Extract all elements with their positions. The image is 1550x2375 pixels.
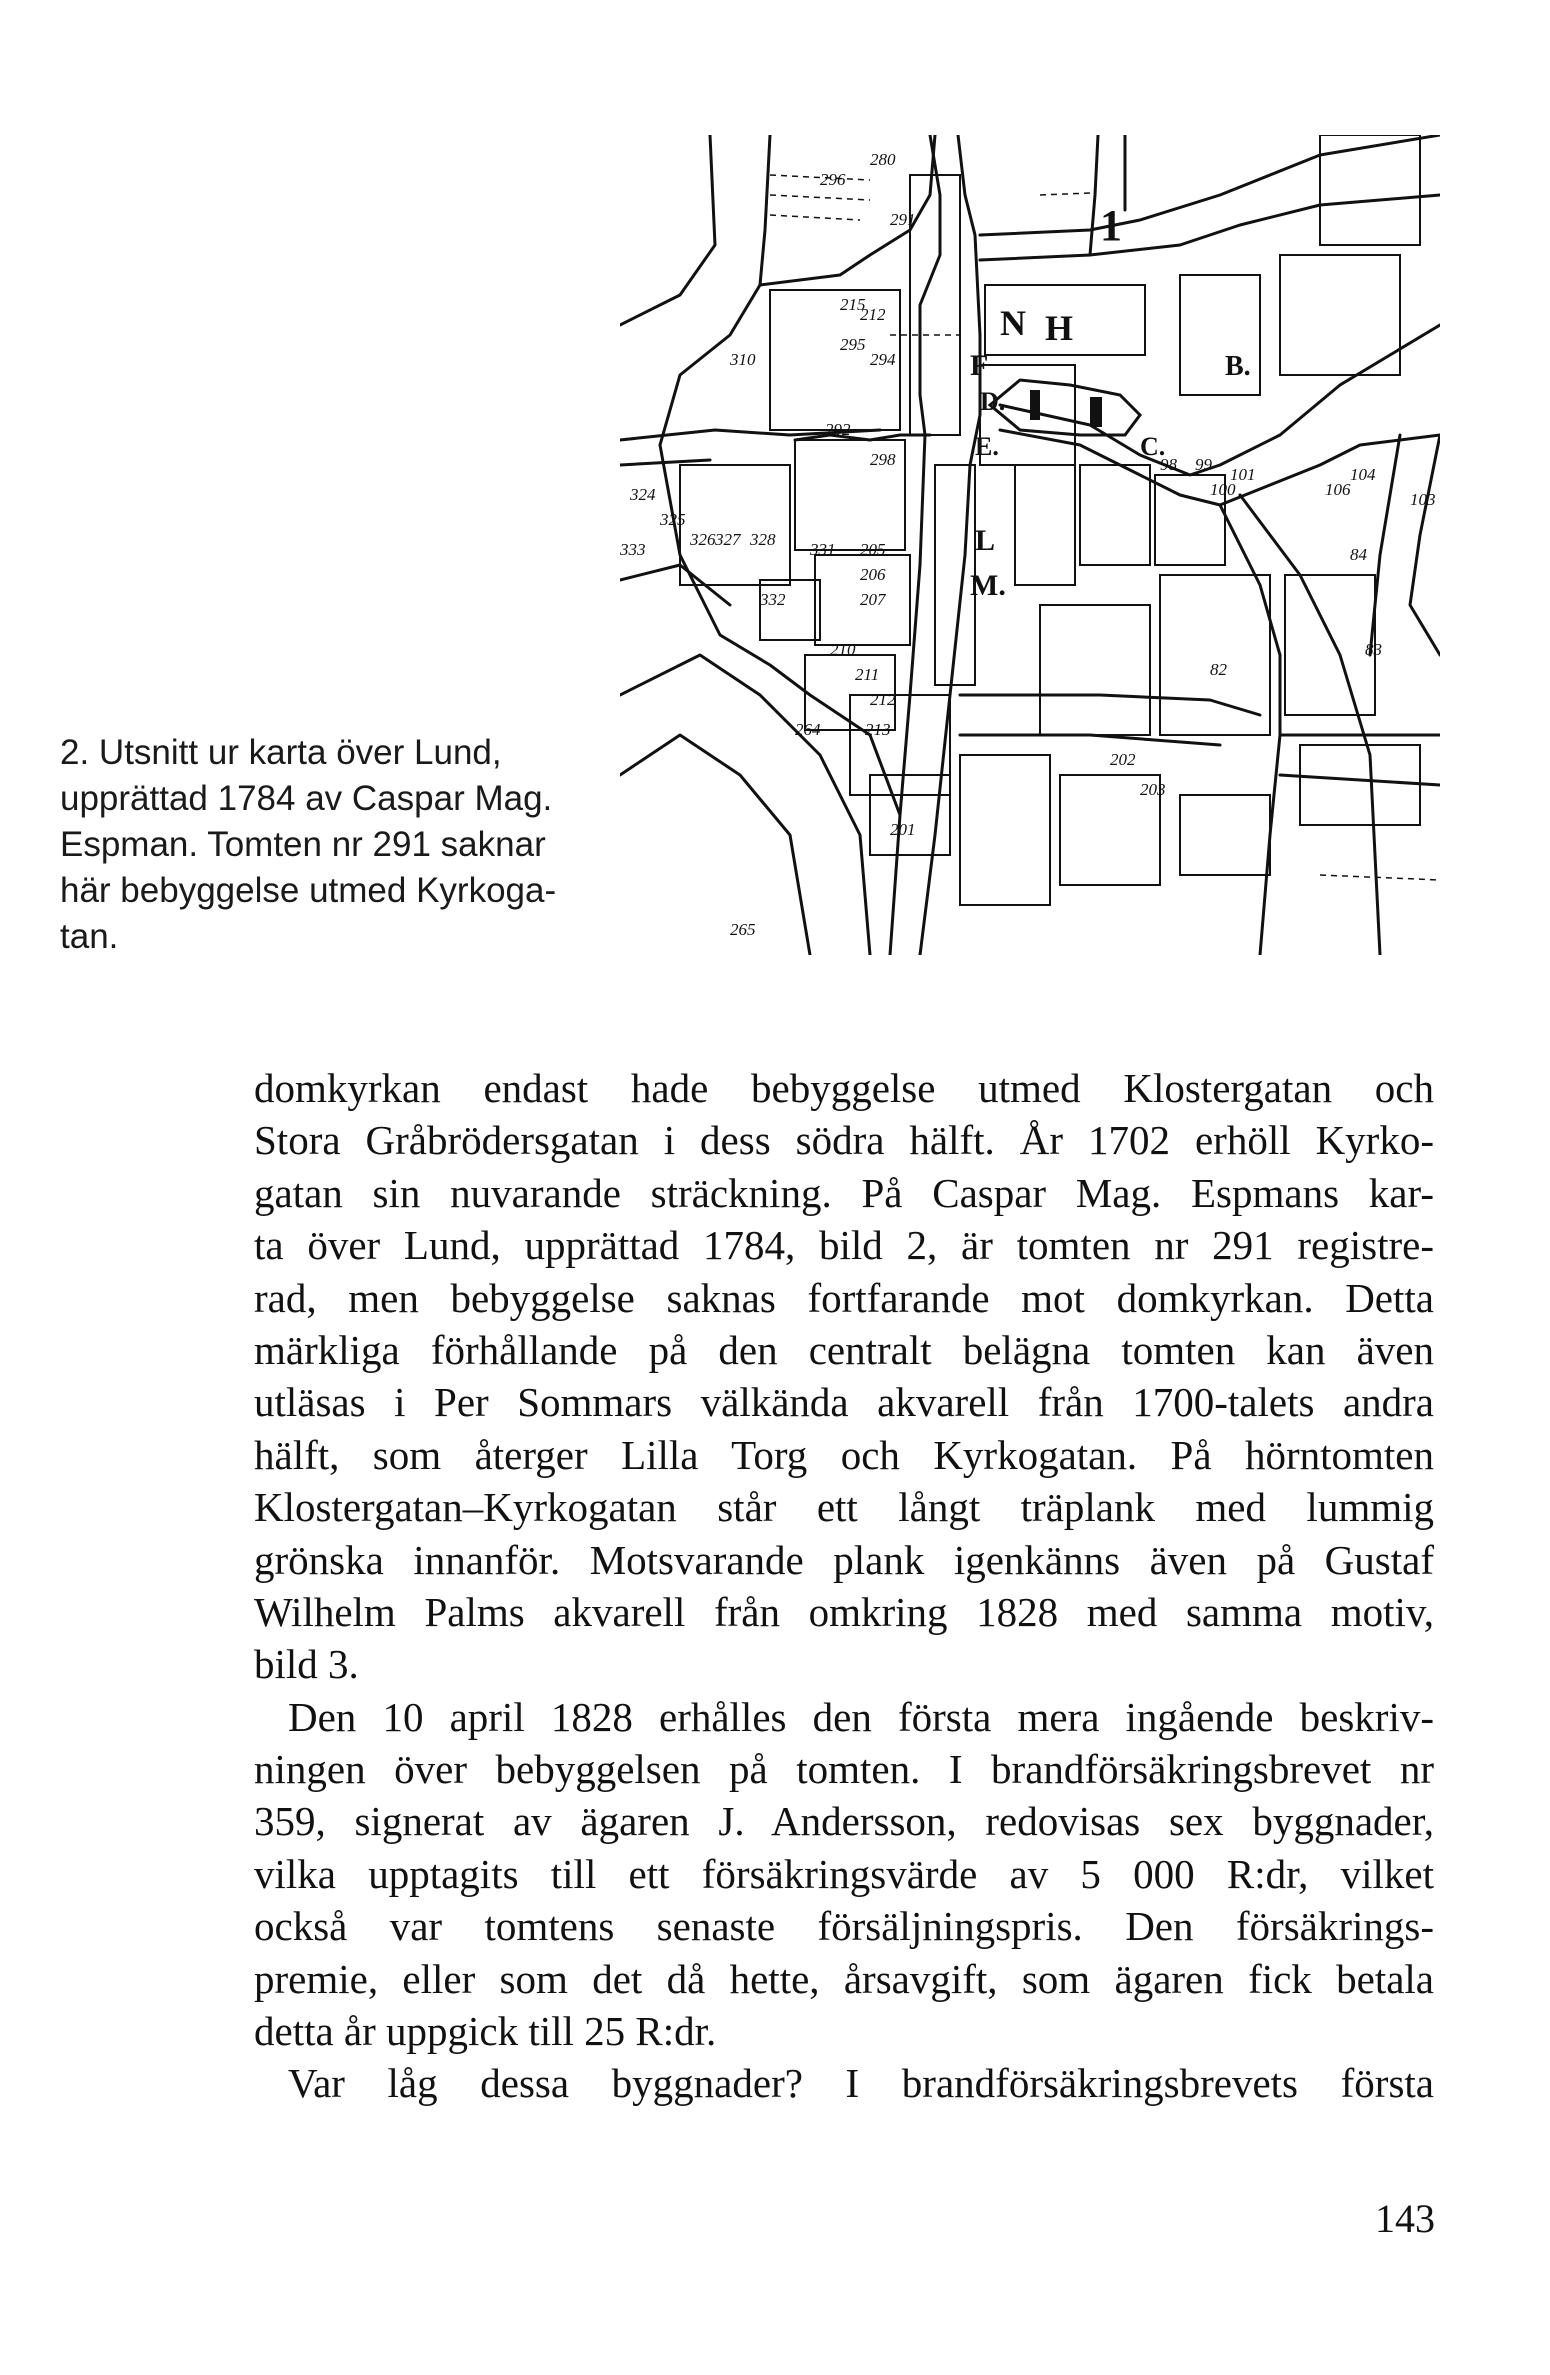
map-lot-number: 324 [630,485,656,504]
map-label-m: M. [970,569,1006,602]
map-lot-number: 202 [1110,750,1136,769]
map-lot-number: 328 [750,530,776,549]
map-lot-number: 212 [870,690,896,709]
text-line: utläsas i Per Sommars välkända akvarell från 1700-talets andra [254,1379,1434,1426]
map-lot-number: 265 [730,920,756,939]
map-lot-number: 298 [870,450,896,469]
map-label-b: B. [1225,351,1251,382]
map-lot-number: 291 [890,210,916,229]
caption-line: tan. [60,917,119,956]
text-line: bild 3. [254,1641,359,1688]
map-lot-number: 100 [1210,480,1236,499]
text-line: 359, signerat av ägaren J. Andersson, redovisas sex byggnader, [254,1798,1434,1845]
map-lot-number: 206 [860,565,886,584]
map-lot-number: 82 [1210,660,1227,679]
map-lot-number: 294 [870,350,896,369]
map-lot-number: 292 [825,420,851,439]
text-line: domkyrkan endast hade bebyggelse utmed Klostergatan och [254,1065,1434,1111]
map-lot-number: 203 [1140,780,1166,799]
text-line: Wilhelm Palms akvarell från omkring 1828 med samma motiv, [254,1588,1434,1635]
text-line: rad, men bebyggelse saknas fortfarande mot domkyrkan. Detta [254,1274,1434,1321]
map-lot-number: 84 [1350,545,1367,564]
figure-caption [60,730,580,960]
page-number: 143 [1375,2196,1435,2241]
map-lot-number: 205 [860,540,886,559]
map-lot-number: 325 [660,510,686,529]
historical-map-figure [620,135,1440,955]
text-line: Var låg dessa byggnader? I brandförsäkringsbrevets första [288,2060,1434,2107]
map-lot-number: 104 [1350,465,1376,484]
map-label-l: L [975,524,996,557]
text-line: hälft, som återger Lilla Torg och Kyrkogatan. På hörntomten [254,1431,1434,1478]
map-lot-number: 98 [1160,455,1177,474]
map-lot-number: 201 [890,820,916,839]
map-label-d: D. [980,387,1006,416]
map-label-n: N [1000,303,1026,343]
map-lot-number: 295 [840,335,866,354]
body-text [254,1062,1434,2110]
map-lot-number: 280 [870,150,896,169]
caption-line: 2. Utsnitt ur karta över Lund, [60,733,502,772]
map-lot-number: 211 [855,665,880,684]
map-label-f: F [970,349,989,382]
map-lot-number: 103 [1410,490,1436,509]
map-lot-number: 296 [820,170,846,189]
map-lot-number: 207 [860,590,886,609]
text-line: märkliga förhållande på den centralt belägna tomten kan även [254,1326,1434,1373]
text-line: Stora Gråbrödersgatan i dess södra hälft. År 1702 erhöll Kyrko- [254,1117,1434,1164]
map-lot-number: 213 [865,720,891,739]
text-line: premie, eller som det då hette, årsavgift, som ägaren fick betala [254,1955,1434,2002]
caption-line: upprättad 1784 av Caspar Mag. [60,779,553,818]
map-label-1: 1 [1100,201,1122,250]
map-lot-number: 210 [830,640,856,659]
text-line: Klostergatan–Kyrkogatan står ett långt träplank med lummig [254,1484,1434,1531]
text-line: vilka upptagits till ett försäkringsvärde av 5 000 R:dr, vilket [254,1850,1434,1897]
text-line: Den 10 april 1828 erhålles den första mera ingående beskriv- [288,1693,1434,1740]
map-label-h: H [1045,308,1074,348]
map-lot-number: 310 [730,350,756,369]
map-label-e: E. [975,432,999,461]
text-line: gatan sin nuvarande sträckning. På Caspar Mag. Espmans kar- [254,1169,1434,1216]
map-lot-number: 101 [1230,465,1256,484]
caption-line: här bebyggelse utmed Kyrkoga- [60,871,557,910]
map-lot-number: 212 [860,305,886,324]
map-lot-number: 331 [810,540,836,559]
text-line: också var tomtens senaste försäljningspris. Den försäkrings- [254,1903,1434,1950]
map-lot-number: 99 [1195,455,1212,474]
caption-line: Espman. Tomten nr 291 saknar [60,825,546,864]
map-lot-number: 332 [760,590,786,609]
map-lot-number: 326 [690,530,716,549]
map-lot-number: 333 [620,540,646,559]
map-lot-number: 215 [840,295,866,314]
map-lot-number: 106 [1325,480,1351,499]
map-lot-number: 83 [1365,640,1382,659]
map-lot-number: 264 [795,720,821,739]
text-line: grönska innanför. Motsvarande plank igenkänns även på Gustaf [254,1536,1434,1583]
text-line: ningen över bebyggelsen på tomten. I brandförsäkringsbrevet nr [254,1746,1434,1793]
map-lot-number: 327 [715,530,741,549]
map-label-c: C. [1140,432,1166,461]
text-line: detta år uppgick till 25 R:dr. [254,2008,717,2055]
text-line: ta över Lund, upprättad 1784, bild 2, är tomten nr 291 registre- [254,1222,1434,1269]
